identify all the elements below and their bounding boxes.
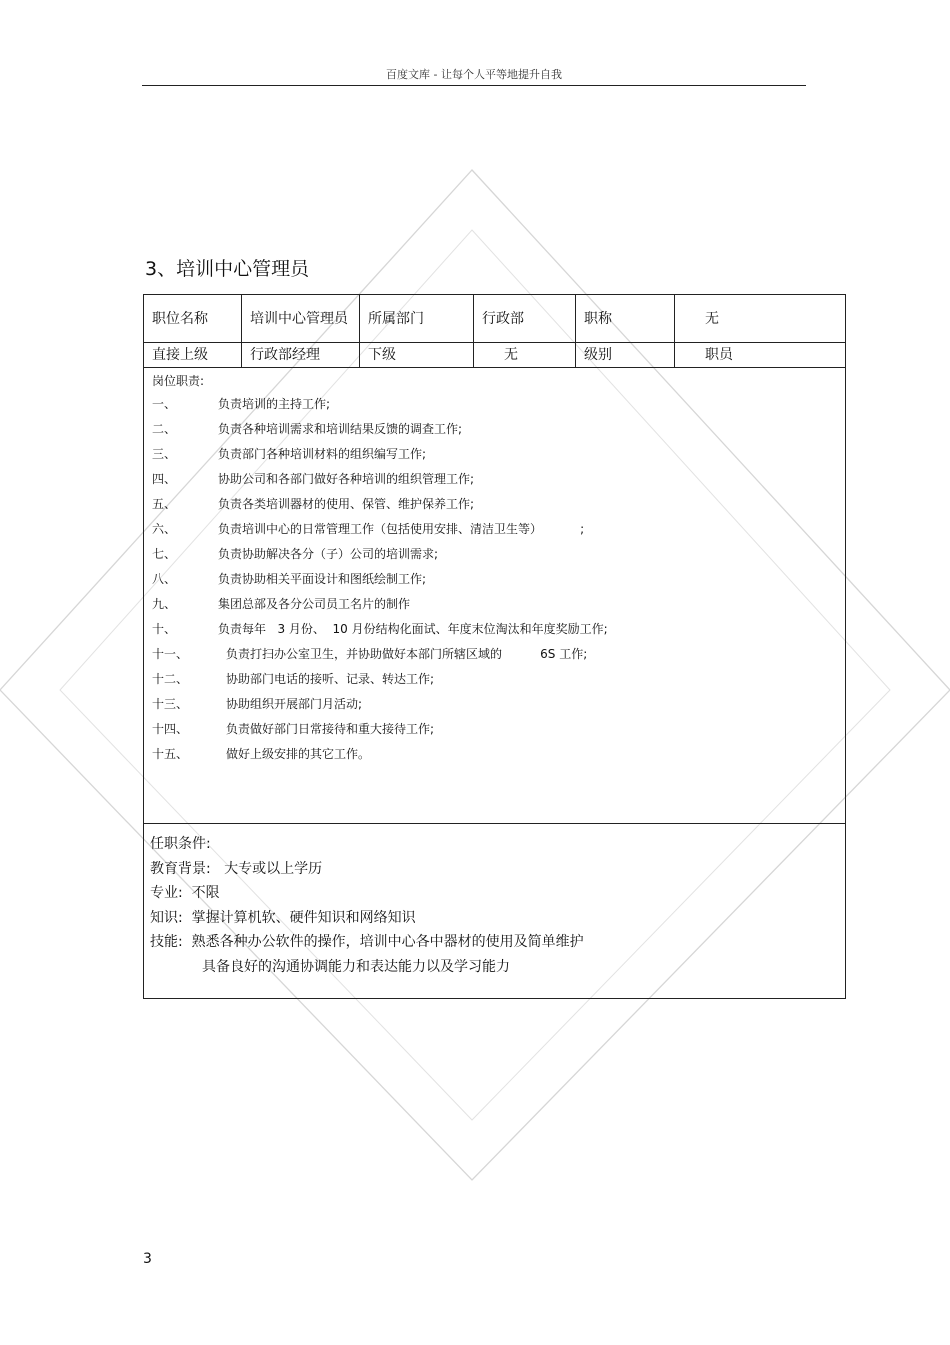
cell-supervisor-label: 直接上级	[144, 343, 242, 368]
duty-number: 三、	[152, 447, 177, 461]
job-description-table	[143, 294, 846, 999]
cell-subordinate-value: 无	[474, 343, 576, 368]
cell-title-value: 无	[675, 295, 846, 343]
cell-level-label: 级别	[576, 343, 675, 368]
cell-level-value: 职员	[675, 343, 846, 368]
cell-supervisor-value: 行政部经理	[242, 343, 360, 368]
duty-number: 十、	[152, 622, 177, 636]
duty-item	[152, 617, 837, 642]
duty-number: 四、	[152, 472, 177, 486]
page-header: 百度文库 - 让每个人平等地提升自我	[386, 68, 562, 81]
table-row	[144, 295, 846, 343]
knowledge-value: 掌握计算机软、硬件知识和网络知识	[191, 909, 416, 926]
duties-row	[144, 368, 846, 824]
skills-line	[150, 930, 839, 955]
duty-item	[152, 667, 837, 692]
major-label: 专业:	[150, 885, 183, 901]
duty-item	[152, 542, 837, 567]
requirements-cell	[144, 824, 846, 999]
duty-item	[152, 392, 837, 417]
duty-number: 十五、	[152, 747, 189, 761]
duty-item	[152, 642, 837, 667]
duty-number: 十四、	[152, 722, 189, 736]
duty-text: 协助公司和各部门做好各种培训的组织管理工作;	[218, 472, 475, 486]
duty-text: 负责部门各种培训材料的组织编写工作;	[218, 447, 427, 461]
cell-department-value: 行政部	[474, 295, 576, 343]
duty-text: 集团总部及各分公司员工名片的制作	[218, 597, 411, 611]
skills-line-2: 具备良好的沟通协调能力和表达能力以及学习能力	[202, 958, 510, 975]
duty-number: 八、	[152, 572, 177, 586]
cell-title-label: 职称	[576, 295, 675, 343]
header-divider	[142, 85, 806, 86]
education-line	[150, 857, 839, 882]
duty-text: 协助部门电话的接听、记录、转达工作;	[226, 672, 435, 686]
duty-item	[152, 592, 837, 617]
duty-number: 七、	[152, 547, 177, 561]
duty-list	[152, 392, 837, 767]
duty-item	[152, 417, 837, 442]
duty-text: 负责协助解决各分（子）公司的培训需求;	[218, 547, 439, 561]
duty-text: 负责做好部门日常接待和重大接待工作;	[226, 722, 435, 736]
duty-item	[152, 692, 837, 717]
cell-department-label: 所属部门	[360, 295, 474, 343]
skills-value: 熟悉各种办公软件的操作，培训中心各中器材的使用及简单维护	[191, 934, 584, 950]
duty-text: 负责协助相关平面设计和图纸绘制工作;	[218, 572, 427, 586]
duty-item	[152, 492, 837, 517]
cell-position-value: 培训中心管理员	[242, 295, 360, 343]
duty-item	[152, 742, 837, 767]
section-title: 3、培训中心管理员	[145, 258, 310, 280]
duty-number: 十二、	[152, 672, 189, 686]
duty-item	[152, 467, 837, 492]
duty-text: 负责每年 3 月份、 10 月份结构化面试、年度末位淘汰和年度奖励工作;	[218, 622, 608, 636]
table-row	[144, 343, 846, 368]
major-line	[150, 881, 839, 906]
duty-number: 九、	[152, 597, 177, 611]
cell-position-label: 职位名称	[144, 295, 242, 343]
duty-text: 负责培训的主持工作;	[218, 397, 331, 411]
duty-number: 十三、	[152, 697, 189, 711]
duty-item	[152, 442, 837, 467]
duty-text: 负责各类培训器材的使用、保管、维护保养工作;	[218, 497, 475, 511]
duty-item	[152, 717, 837, 742]
duty-number: 六、	[152, 522, 177, 536]
requirements-title: 任职条件:	[150, 836, 211, 852]
cell-subordinate-label: 下级	[360, 343, 474, 368]
education-label: 教育背景:	[150, 860, 211, 877]
skills-label: 技能:	[150, 934, 183, 950]
duty-text: 协助组织开展部门月活动;	[226, 697, 363, 711]
education-value: 大专或以上学历	[224, 860, 323, 877]
duty-number: 一、	[152, 397, 177, 411]
requirements-row	[144, 824, 846, 999]
duty-text: 做好上级安排的其它工作。	[226, 747, 371, 761]
duty-item	[152, 567, 837, 592]
knowledge-line	[150, 906, 839, 931]
duty-item	[152, 517, 837, 542]
duty-text: 负责培训中心的日常管理工作（包括使用安排、清洁卫生等） ;	[218, 522, 585, 536]
duty-text: 负责各种培训需求和培训结果反馈的调查工作;	[218, 422, 463, 436]
major-value: 不限	[191, 885, 220, 901]
knowledge-label: 知识:	[150, 909, 183, 926]
duties-cell	[144, 368, 846, 824]
page-number: 3	[143, 1251, 152, 1267]
duty-number: 二、	[152, 422, 177, 436]
duties-title: 岗位职责:	[152, 374, 205, 388]
duty-text: 负责打扫办公室卫生，并协助做好本部门所辖区域的 6S 工作;	[226, 647, 588, 661]
duty-number: 五、	[152, 497, 177, 511]
duty-number: 十一、	[152, 647, 189, 661]
